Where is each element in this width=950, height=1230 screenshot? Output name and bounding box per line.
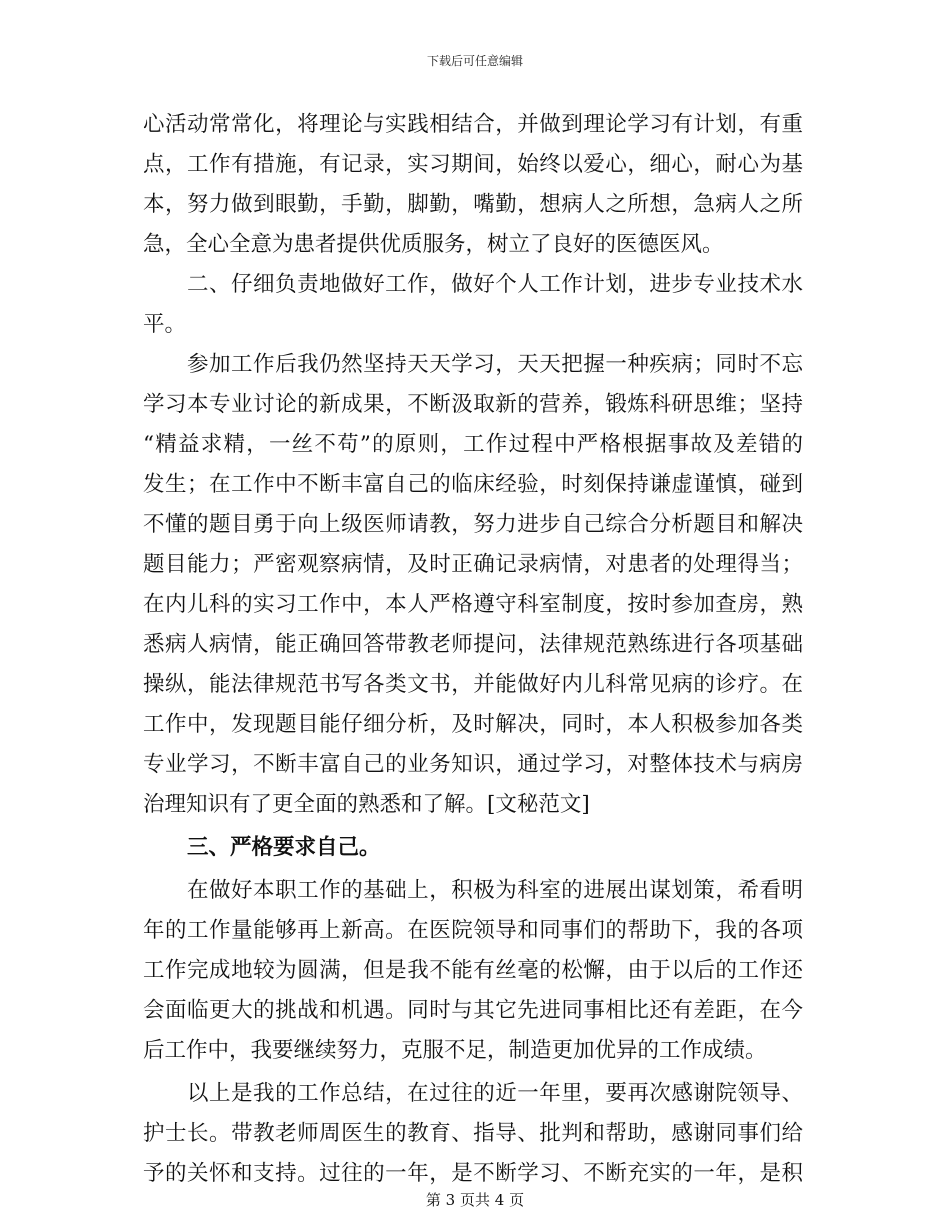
- body-line: 专业学习，不断丰富自己的业务知识，通过学习，对整体技术与病房: [143, 752, 803, 777]
- body-line: 心活动常常化，将理论与实践相结合，并做到理论学习有计划，有重: [143, 112, 803, 137]
- page-number-footer: 第 3 页共 4 页: [425, 1191, 525, 1209]
- body-line: 悉病人病情，能正确回答带教老师提问，法律规范熟练进行各项基础: [143, 632, 803, 657]
- body-line: 工作完成地较为圆满，但是我不能有丝毫的松懈，由于以后的工作还: [143, 958, 803, 983]
- body-line: 会面临更大的挑战和机遇。同时与其它先进同事相比还有差距，在今: [143, 998, 803, 1023]
- body-line: “精益求精，一丝不苟”的原则，工作过程中严格根据事故及差错的: [143, 432, 803, 457]
- body-line: 治理知识有了更全面的熟悉和了解。[文秘范文]: [143, 792, 590, 817]
- body-line: 工作中，发现题目能仔细分析，及时解决，同时，本人积极参加各类: [143, 712, 803, 737]
- section-heading: 三、严格要求自己。: [187, 835, 381, 860]
- body-line: 在内儿科的实习工作中，本人严格遵守科室制度，按时参加查房，熟: [143, 592, 803, 617]
- body-line: 后工作中，我要继续努力，克服不足，制造更加优异的工作成绩。: [143, 1038, 767, 1063]
- section-heading-line: 平。: [143, 312, 187, 337]
- body-line: 发生；在工作中不断丰富自己的临床经验，时刻保持谦虚谨慎，碰到: [143, 472, 803, 497]
- document-body: [143, 105, 803, 1194]
- body-line: 不懂的题目勇于向上级医师请教，努力进步自己综合分析题目和解决: [143, 512, 803, 537]
- body-line: 予的关怀和支持。过往的一年，是不断学习、不断充实的一年，是积: [143, 1161, 803, 1186]
- body-line: 学习本专业讨论的新成果，不断汲取新的营养，锻炼科研思维；坚持: [143, 392, 803, 417]
- section-heading-line: 二、仔细负责地做好工作，做好个人工作计划，进步专业技术水: [187, 272, 803, 297]
- body-line: 护士长。带教老师周医生的教育、指导、批判和帮助，感谢同事们给: [143, 1121, 803, 1146]
- body-line: 以上是我的工作总结，在过往的近一年里，要再次感谢院领导、: [187, 1081, 803, 1106]
- page-header: 下载后可任意编辑: [426, 54, 523, 68]
- body-line: 点，工作有措施，有记录，实习期间，始终以爱心，细心，耐心为基: [143, 152, 803, 177]
- body-line: 本，努力做到眼勤，手勤，脚勤，嘴勤，想病人之所想，急病人之所: [143, 192, 803, 217]
- body-line: 参加工作后我仍然坚持天天学习，天天把握一种疾病；同时不忘: [187, 352, 803, 377]
- body-line: 急，全心全意为患者提供优质服务，树立了良好的医德医风。: [143, 232, 724, 257]
- body-line: 操纵，能法律规范书写各类文书，并能做好内儿科常见病的诊疗。在: [143, 672, 803, 697]
- body-line: 在做好本职工作的基础上，积极为科室的进展出谋划策，希看明: [187, 878, 803, 903]
- body-line: 年的工作量能够再上新高。在医院领导和同事们的帮助下，我的各项: [143, 918, 803, 943]
- body-line: 题目能力；严密观察病情，及时正确记录病情，对患者的处理得当；: [143, 552, 803, 577]
